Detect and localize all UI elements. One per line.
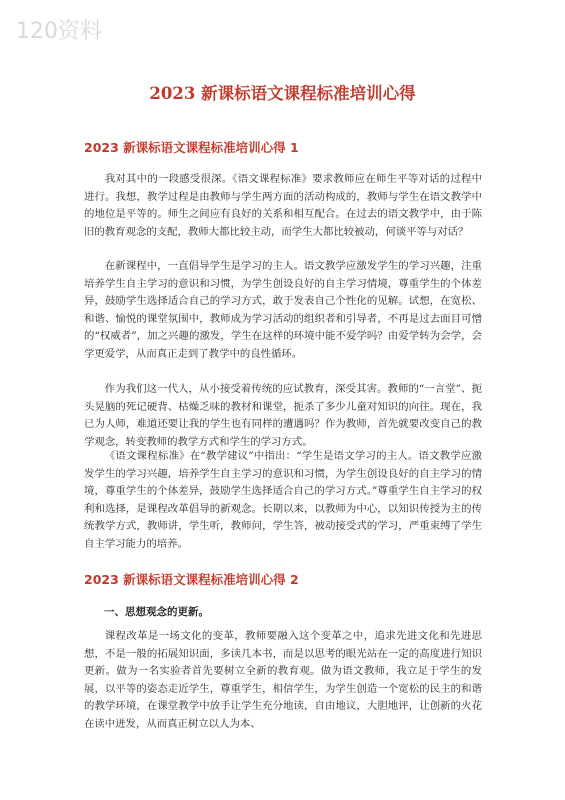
section-1-paragraph-2: 在新课程中，一直倡导学生是学习的主人。语文教学应激发学生的学习兴趣，注重培养学生自主学习的意识和习惯，为学生创设良好的自主学习情境，尊重学生的个体差异，鼓励学生选择适合自己的学习方式，敢于发表自己个性化的见解。试想，在宽松、和谐、愉悦的课堂氛围中，教师成为学习活动的组织者和引导者，不再是过去面目可憎的“权威者”，加之兴趣的激发，学生在这样的环境中能不爱学吗？由爱学转为会学，会学更爱学，从而真正走到了教学中的良性循环。 — [84, 260, 482, 360]
section-2-paragraph-1: 课程改革是一场文化的变革，教师要融入这个变革之中，追求先进文化和先进思想，不是一般的拓展知识面，多读几本书，而是以思考的眼光站在一定的高度进行知识更新。做为一名实验者首先要树立全新的教育观。做为语文教师，我立足于学生的发展，以平等的姿态走近学生，尊重学生，相信学生，为学生创造一个宽松的民主的和谐的教学环境，在课堂教学中放手让学生充分地读，自由地议，大胆地评，让创新的火花在读中迸发，从而真正树立以人为本、 — [84, 630, 482, 730]
watermark: 120资料 — [16, 19, 102, 44]
section-2-heading: 2023 新课标语文课程标准培训心得 2 — [84, 572, 299, 587]
section-1-paragraph-3: 作为我们这一代人，从小接受着传统的应试教育，深受其害。教师的“一言堂”、扼头晃脑的死记硬背、枯燥乏味的教材和课堂，扼杀了多少儿童对知识的向往。现在，我已为人师，难道还要让我的学生也有同样的遭遇吗？作为教师，首先就要改变自己的教学观念，转变教师的教学方式和学生的学习方式。 — [84, 383, 482, 448]
document-title: 2023 新课标语文课程标准培训心得 — [149, 84, 416, 103]
section-1-paragraph-1: 我对其中的一段感受很深。《语文课程标准》要求教师应在师生平等对话的过程中进行。我想，教学过程是由教师与学生两方面的活动构成的，教师与学生在语文教学中的地位是平等的。师生之间应有良好的关系和相互配合。在过去的语文教学中，由于陈旧的教育观念的支配，教师大都比较主动，而学生大都比较被动，何谈平等与对话？ — [84, 173, 482, 238]
section-1-heading: 2023 新课标语文课程标准培训心得 1 — [84, 140, 299, 155]
section-2-subheading: 一、思想观念的更新。 — [104, 606, 209, 618]
section-1-paragraph-4: 《语文课程标准》在“教学建议”中指出：“学生是语文学习的主人。语文教学应激发学生的学习兴趣，培养学生自主学习的意识和习惯，为学生创设良好的自主学习的情境，尊重学生的个体差异，鼓励学生选择适合自己的学习方式。”尊重学生自主学习的权利和选择，是课程改革倡导的新观念。长期以来，以教师为中心，以知识传授为主的传统教学方式，教师讲，学生听，教师问，学生答，被动接受式的学习，严重束缚了学生自主学习能力的培养。 — [84, 450, 482, 550]
